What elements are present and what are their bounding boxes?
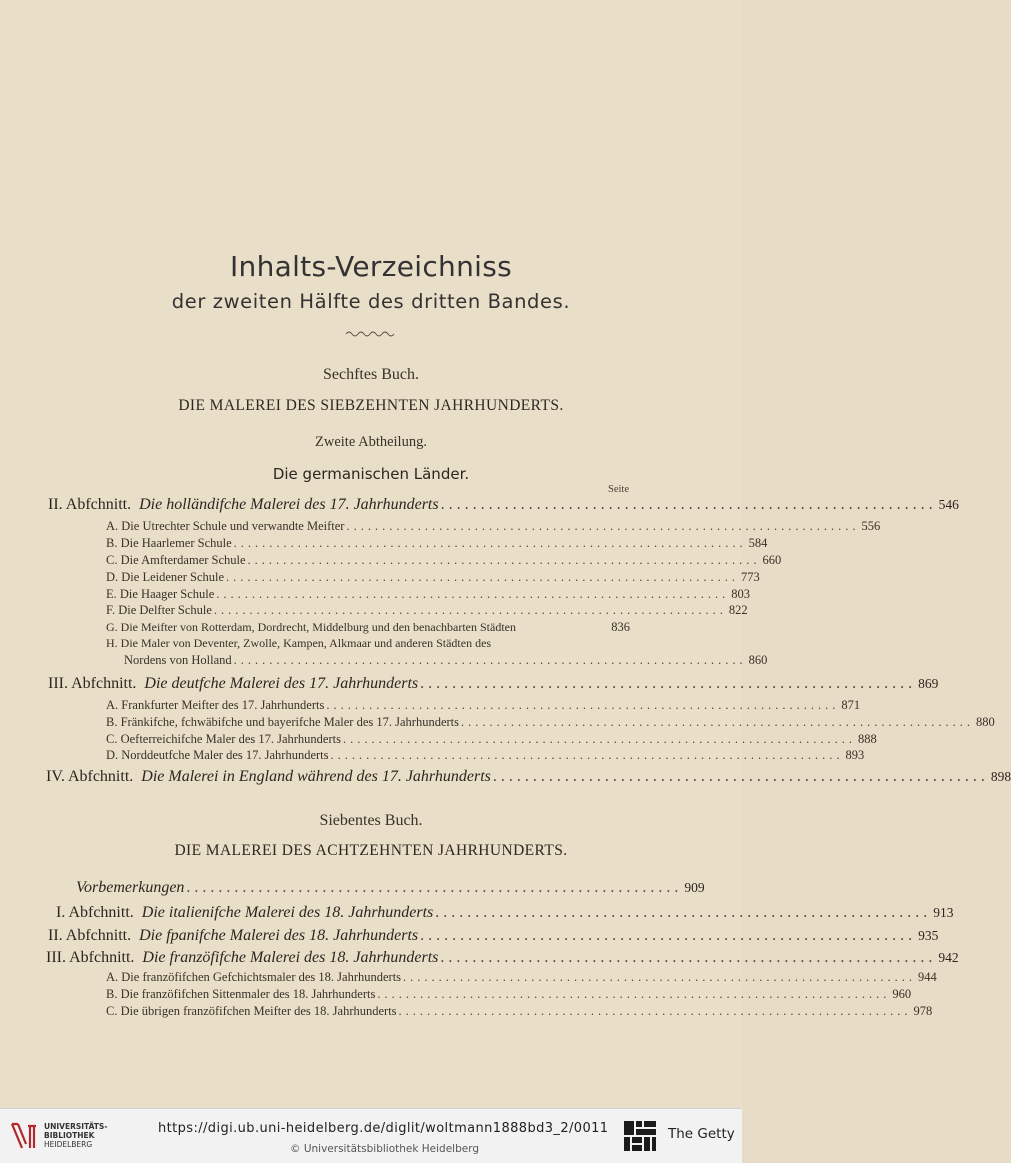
section-title: Die franzöfifche Malerei des 18. Jahrhunderts bbox=[142, 949, 439, 966]
toc-entry-sub[interactable]: Nordens von Holland ........................................................................ 860 bbox=[124, 653, 768, 667]
sub-entry-label: D. Norddeutfche Maler des 17. Jahrhunderts bbox=[106, 748, 329, 762]
viewer-footer bbox=[0, 1108, 742, 1163]
permalink-url[interactable]: https://digi.ub.uni-heidelberg.de/diglit/woltmann1888bd3_2/0011 bbox=[158, 1121, 609, 1136]
section-title: Die fpanifche Malerei des 18. Jahrhunderts bbox=[139, 927, 419, 944]
book6-division: Zweite Abtheilung. bbox=[315, 434, 427, 450]
book6-caps-title: DIE MALEREI DES SIEBZEHNTEN JAHRHUNDERTS. bbox=[178, 397, 564, 414]
sub-entry-label: G. Die Meifter von Rotterdam, Dordrecht, Middelburg und den benachbarten Städten bbox=[106, 620, 516, 634]
page-number: 546 bbox=[938, 497, 959, 512]
page-number: 871 bbox=[841, 698, 861, 712]
sub-entry-label: A. Die franzöfifchen Gefchichtsmaler des 18. Jahrhunderts bbox=[106, 970, 402, 984]
sub-entry-label: E. Die Haager Schule bbox=[106, 587, 215, 601]
page-number: 836 bbox=[611, 620, 630, 634]
toc-entry-section[interactable]: IV. Abfchnitt. Die Malerei in England während des 17. Jahrhunderts .............................................................. 898 bbox=[46, 768, 1011, 785]
sub-entry-label: H. Die Maler von Deventer, Zwolle, Kampen, Alkmaar und anderen Städten des bbox=[106, 636, 492, 650]
toc-entry-sub[interactable]: F. Die Delfter Schule ........................................................................ 822 bbox=[106, 603, 748, 617]
ornament-squiggle bbox=[346, 330, 396, 338]
sub-entry-label: A. Frankfurter Meifter des 17. Jahrhunderts bbox=[106, 698, 325, 712]
page-number: 960 bbox=[892, 987, 912, 1001]
book7-caps-title: DIE MALEREI DES ACHTZEHNTEN JAHRHUNDERTS. bbox=[174, 842, 568, 859]
page-subtitle: der zweiten Hälfte des dritten Bandes. bbox=[171, 290, 571, 313]
book7-heading: Siebentes Buch. bbox=[319, 812, 423, 829]
section-number: II. Abfchnitt. bbox=[48, 496, 132, 513]
section-number: IV. Abfchnitt. bbox=[46, 768, 134, 785]
sub-entry-label: B. Die Haarlemer Schule bbox=[106, 536, 232, 550]
toc-entry-intro[interactable]: Vorbemerkungen .............................................................. 909 bbox=[76, 879, 705, 896]
toc-entry-sub[interactable]: D. Die Leidener Schule ........................................................................ 773 bbox=[106, 570, 760, 584]
page-number: 944 bbox=[918, 970, 937, 984]
section-title: Die italienifche Malerei des 18. Jahrhunderts bbox=[141, 904, 434, 921]
book6-heading: Sechftes Buch. bbox=[323, 366, 419, 383]
toc-entry-sub[interactable]: A. Frankfurter Meifter des 17. Jahrhunderts ........................................................................ 871 bbox=[106, 698, 861, 712]
toc-entry-sub[interactable]: E. Die Haager Schule ........................................................................ 803 bbox=[106, 587, 751, 601]
intro-label: Vorbemerkungen bbox=[76, 879, 185, 896]
page-number: 978 bbox=[913, 1004, 933, 1018]
toc-entry-sub[interactable]: C. Die übrigen franzöfifchen Meifter des 18. Jahrhunderts ........................................................................ 978 bbox=[106, 1004, 933, 1018]
university-library-logo-icon bbox=[8, 1120, 40, 1152]
page-number: 893 bbox=[845, 748, 865, 762]
page-number: 880 bbox=[976, 715, 995, 729]
page-number: 909 bbox=[684, 880, 705, 895]
toc-entry-section[interactable]: III. Abfchnitt. Die deutfche Malerei des 17. Jahrhunderts .............................................................. 869 bbox=[48, 675, 939, 692]
page-number: 935 bbox=[918, 928, 939, 943]
sub-entry-label: C. Die Amfterdamer Schule bbox=[106, 553, 246, 567]
toc-entry-section[interactable]: II. Abfchnitt. Die fpanifche Malerei des 18. Jahrhunderts .............................................................. 935 bbox=[48, 927, 939, 944]
page-number: 913 bbox=[933, 905, 954, 920]
sub-entry-label: B. Die franzöfifchen Sittenmaler des 18. Jahrhunderts bbox=[106, 987, 376, 1001]
page-number: 860 bbox=[748, 653, 768, 667]
toc-entry-sub[interactable]: A. Die Utrechter Schule und verwandte Meifter ........................................................................ 556 bbox=[106, 519, 881, 533]
university-library-name: UNIVERSITÄTS- BIBLIOTHEK HEIDELBERG bbox=[44, 1122, 108, 1149]
book6-section-heading: Die germanischen Länder. bbox=[272, 465, 470, 483]
sub-entry-label: F. Die Delfter Schule bbox=[106, 603, 212, 617]
section-title: Die holländifche Malerei des 17. Jahrhunderts bbox=[139, 496, 439, 513]
section-number: II. Abfchnitt. bbox=[48, 927, 132, 944]
toc-entry-sub[interactable]: B. Die franzöfifchen Sittenmaler des 18. Jahrhunderts ........................................................................ 960 bbox=[106, 987, 912, 1001]
toc-entry-section[interactable]: III. Abfchnitt. Die franzöfifche Malerei des 18. Jahrhunderts .............................................................. 942 bbox=[46, 949, 959, 966]
toc-entry-section[interactable]: II. Abfchnitt. Die holländifche Malerei des 17. Jahrhunderts .............................................................. 546 bbox=[48, 496, 959, 513]
sub-entry-label: A. Die Utrechter Schule und verwandte Meifter bbox=[106, 519, 345, 533]
sub-entry-label-cont: Nordens von Holland bbox=[124, 653, 232, 667]
toc-entry-section[interactable]: I. Abfchnitt. Die italienifche Malerei des 18. Jahrhunderts .............................................................. 913 bbox=[56, 904, 954, 921]
toc-entry-sub[interactable]: C. Die Amfterdamer Schule ........................................................................ 660 bbox=[106, 553, 782, 567]
getty-logo-icon bbox=[622, 1119, 658, 1153]
toc-entry-sub[interactable]: A. Die franzöfifchen Gefchichtsmaler des 18. Jahrhunderts ........................................................................ 944 bbox=[106, 970, 937, 984]
page-number: 822 bbox=[728, 603, 748, 617]
page-number: 803 bbox=[731, 587, 751, 601]
sub-entry-label: B. Fränkifche, fchwäbifche und bayerifche Maler des 17. Jahrhunderts bbox=[106, 715, 459, 729]
section-number: III. Abfchnitt. bbox=[48, 675, 137, 692]
page-number: 942 bbox=[938, 950, 959, 965]
toc-entry-sub[interactable] bbox=[106, 620, 630, 635]
toc-entry-sub[interactable]: C. Oefterreichifche Maler des 17. Jahrhunderts ........................................................................ 888 bbox=[106, 732, 877, 746]
page-title: Inhalts-Verzeichniss bbox=[230, 250, 512, 283]
page-number: 584 bbox=[748, 536, 768, 550]
page-number: 556 bbox=[861, 519, 881, 533]
section-number: I. Abfchnitt. bbox=[56, 904, 134, 921]
sub-entry-label: C. Oefterreichifche Maler des 17. Jahrhunderts bbox=[106, 732, 341, 746]
section-title: Die Malerei in England während des 17. Jahrhunderts bbox=[141, 768, 491, 785]
page-number: 888 bbox=[857, 732, 877, 746]
section-title: Die deutfche Malerei des 17. Jahrhunderts bbox=[144, 675, 419, 692]
toc-entry-sub[interactable]: D. Norddeutfche Maler des 17. Jahrhunderts ........................................................................ 893 bbox=[106, 748, 865, 762]
seite-column-label: Seite bbox=[608, 484, 629, 495]
page-number: 869 bbox=[918, 676, 939, 691]
page-number: 660 bbox=[762, 553, 782, 567]
sub-entry-label: D. Die Leidener Schule bbox=[106, 570, 225, 584]
toc-entry-sub[interactable]: B. Die Haarlemer Schule ........................................................................ 584 bbox=[106, 536, 768, 550]
page-number: 773 bbox=[741, 570, 760, 584]
section-number: III. Abfchnitt. bbox=[46, 949, 135, 966]
getty-label: The Getty bbox=[668, 1126, 735, 1142]
copyright-notice: © Universitätsbibliothek Heidelberg bbox=[290, 1143, 480, 1155]
toc-entry-sub[interactable]: B. Fränkifche, fchwäbifche und bayerifche Maler des 17. Jahrhunderts ........................................................................ 880 bbox=[106, 715, 995, 729]
page-number: 898 bbox=[990, 769, 1011, 784]
sub-entry-label: C. Die übrigen franzöfifchen Meifter des 18. Jahrhunderts bbox=[106, 1004, 397, 1018]
